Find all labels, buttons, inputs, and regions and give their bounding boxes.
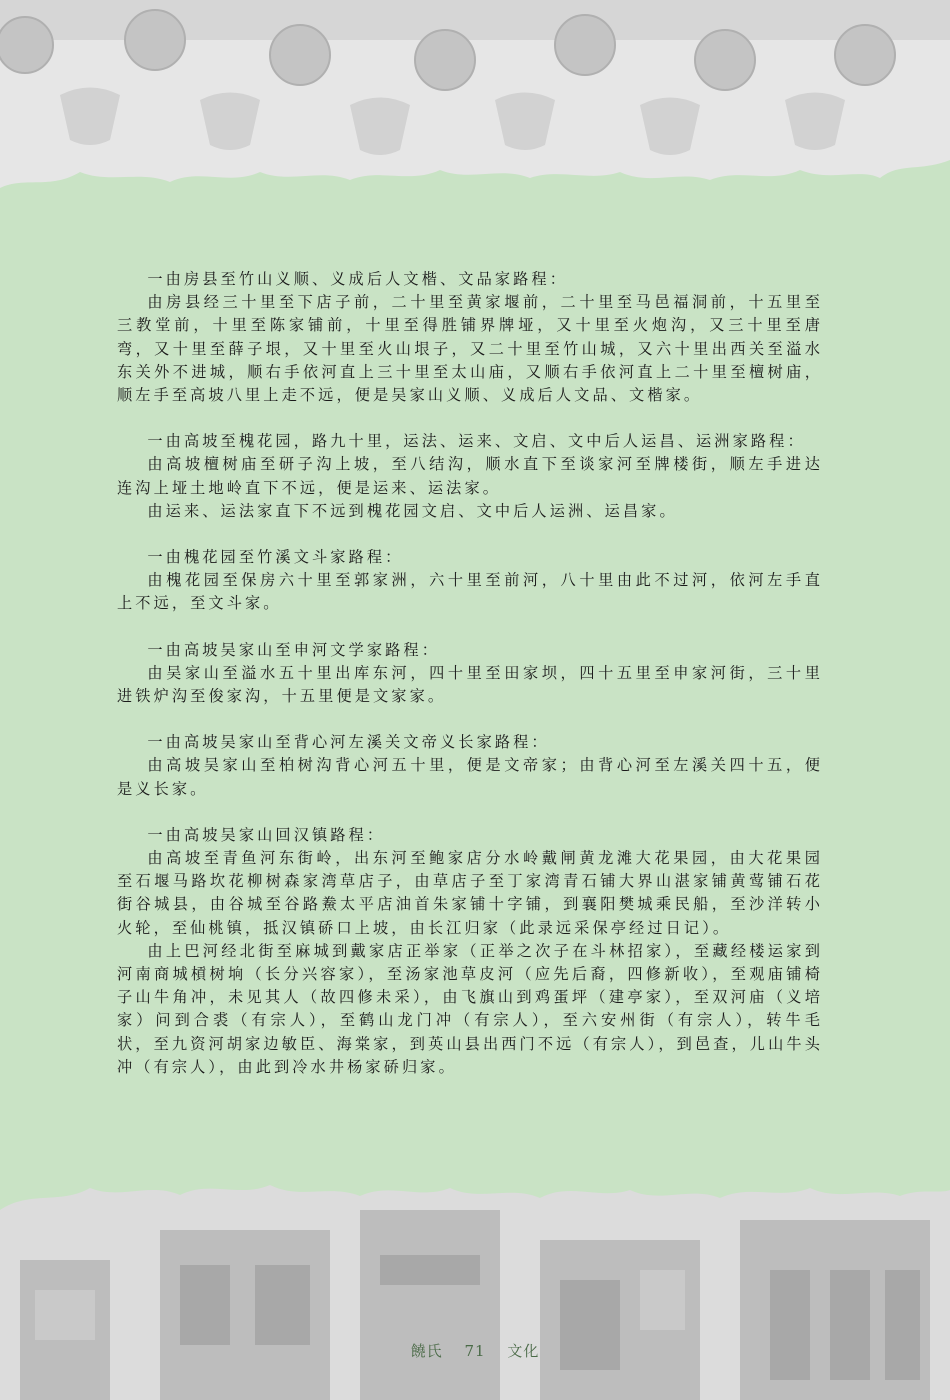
route-section-2 xyxy=(117,430,823,523)
route-paragraph: 由高坡吴家山至柏树沟背心河五十里，便是文帝家；由背心河至左溪关四十五，便是义长家。 xyxy=(117,756,823,798)
route-heading: 一由槐花园至竹溪文斗家路程： xyxy=(147,548,404,567)
street-scene-decoration xyxy=(0,1170,950,1400)
route-heading: 一由高坡吴家山回汉镇路程： xyxy=(147,825,386,844)
route-paragraph: 由上巴河经北街至麻城到戴家店正举家（正举之次子在斗林招家），至藏经楼运家到河南商城槓树垧（长分兴容家），至汤家池草皮河（应先后裔，四修新收），至观庙铺椅子山牛角冲，未见其人（故四修未采），由飞旗山到鸡蛋坪（建亭家），至双河庙（义培家）问到合裘（有宗人），至鹤山龙门冲（有宗人），至六安州街（有宗人），转牛毛状，至九资河胡家边敏臣、海棠家，到英山县出西门不远（有宗人），到邑查，儿山牛头冲（有宗人），由此到冷水井杨家硚归家。 xyxy=(117,941,823,1076)
route-section-1 xyxy=(117,268,823,407)
route-paragraph: 由高坡檀树庙至研子沟上坡，至八结沟，顺水直下至谈家河至牌楼街，顺左手进达连沟上垭土地岭直下不远，便是运来、运法家。 xyxy=(117,455,823,497)
page-footer xyxy=(0,1340,950,1361)
footer-surname: 饒氏 xyxy=(410,1342,443,1360)
route-section-3 xyxy=(117,546,823,616)
route-section-4 xyxy=(117,639,823,709)
route-heading: 一由高坡吴家山至背心河左溪关文帝义长家路程： xyxy=(147,733,550,752)
route-text-body xyxy=(117,268,823,1102)
route-paragraph: 由房县经三十里至下店子前，二十里至黄家堰前，二十里至马邑福洞前，十五里至三教堂前，十里至陈家铺前，十里至得胜铺界牌垭，又十里至火炮沟，又三十里至唐弯，又十里至薛子垠，又十里至火山垠子，又二十里至竹山城，又六十里出西关至溢水东关外不进城，顺右手依河直上三十里至太山庙，又顺右手依河直上二十里至檀树庙，顺左手至高坡八里上走不远，便是吴家山义顺、义成后人文品、文楷家。 xyxy=(117,293,823,405)
route-heading: 一由高坡至槐花园，路九十里，运法、运来、文启、文中后人运昌、运洲家路程： xyxy=(147,432,806,451)
footer-section: 文化 xyxy=(507,1342,540,1360)
route-heading: 一由房县至竹山义顺、义成后人文楷、文品家路程： xyxy=(147,270,569,288)
page-number: 71 xyxy=(464,1342,486,1360)
route-paragraph: 由槐花园至保房六十里至郭家洲，六十里至前河，八十里由此不过河，依河左手直上不远，至文斗家。 xyxy=(117,571,823,613)
route-heading: 一由高坡吴家山至申河文学家路程： xyxy=(147,640,440,659)
route-section-6 xyxy=(117,824,823,1079)
route-paragraph: 由吴家山至溢水五十里出库东河，四十里至田家坝，四十五里至申家河街，三十里进铁炉沟至俊家沟，十五里便是文家家。 xyxy=(117,663,823,706)
roof-tile-decoration xyxy=(0,0,950,215)
route-paragraph: 由高坡至青鱼河东街岭，出东河至鲍家店分水岭戴闸黄龙滩大花果园，由大花果园至石堰马路坎花柳树森家湾草店子，由草店子至丁家湾青石铺大界山湛家铺黄莺铺石花街谷城县，由谷城至谷路鮝太平店油首朱家铺十字铺，到襄阳樊城乘民船，至沙洋转小火轮，至仙桃镇，抵汉镇硚口上坡，由长江归家（此录远采保亭经过日记）。 xyxy=(117,849,823,937)
route-section-5 xyxy=(117,731,823,801)
route-paragraph: 由运来、运法家直下不远到槐花园文启、文中后人运洲、运昌家。 xyxy=(147,501,678,520)
